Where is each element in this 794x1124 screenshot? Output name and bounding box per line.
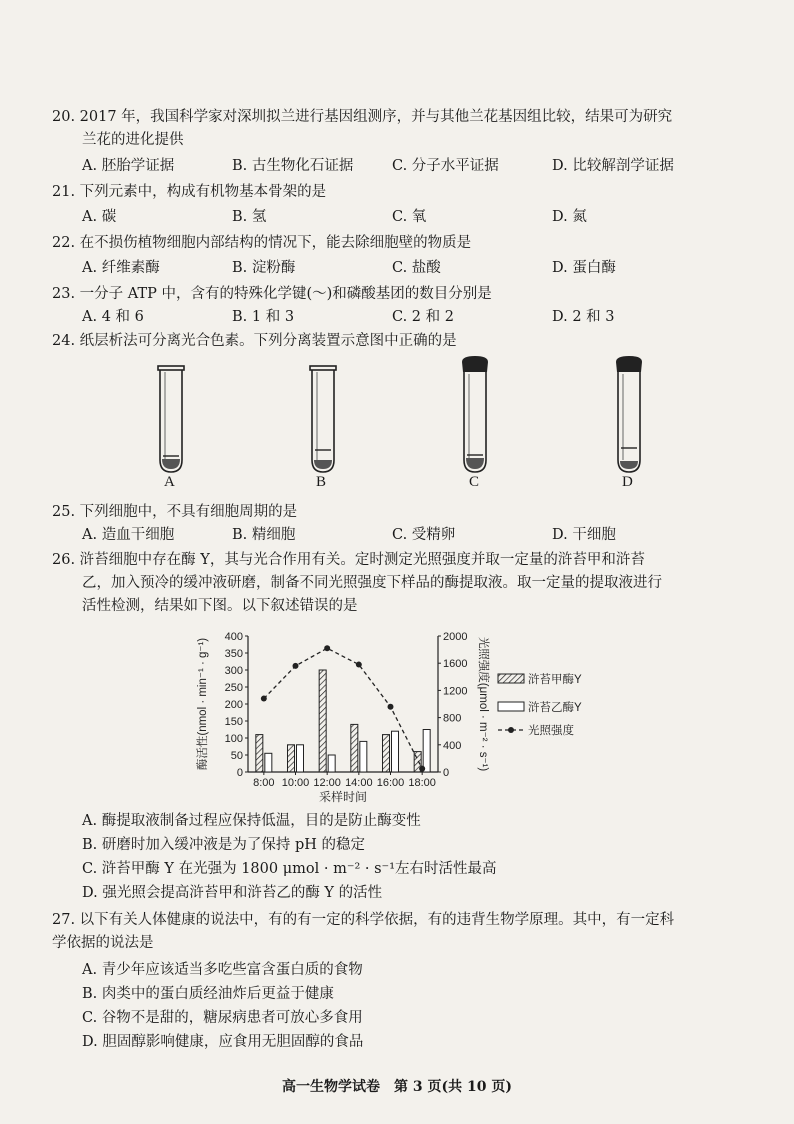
q21-option-c: C. 氧 [392, 209, 427, 225]
q25-option-b: B. 精细胞 [232, 527, 296, 543]
y-axis-label: 酶活性(nmol · min⁻¹ · g⁻¹) [197, 637, 209, 771]
bar-series-a [351, 724, 358, 772]
q27-stem [52, 909, 742, 955]
q26-option-d: D. 强光照会提高浒苔甲和浒苔乙的酶 Y 的活性 [82, 885, 383, 901]
q20-option-a: A. 胚胎学证据 [82, 158, 175, 174]
legend-label-b: 浒苔乙酶Y [528, 702, 582, 714]
q22-options [82, 257, 742, 280]
q26-option-a: A. 酶提取液制备过程应保持低温，目的是防止酶变性 [82, 813, 421, 829]
x-tick-label: 14:00 [345, 777, 373, 789]
q26-stem-line1: 26. 浒苔细胞中存在酶 Y，其与光合作用有关。定时测定光照强度并取一定量的浒苔甲和浒苔 [52, 552, 645, 568]
legend-swatch-a [498, 674, 524, 683]
tube-diagram [140, 356, 660, 476]
q26-stem-line3: 活性检测，结果如下图。以下叙述错误的是 [82, 598, 358, 614]
q20-options [82, 155, 742, 178]
q26-option-c: C. 浒苔甲酶 Y 在光强为 1800 μmol · m⁻² · s⁻¹左右时活性最高 [82, 861, 497, 877]
q25-options [82, 524, 742, 547]
q26-stem-line2: 乙，加入预冷的缓冲液研磨，制备不同光照强度下样品的酶提取液。取一定量的提取液进行 [82, 575, 662, 591]
q22-option-c: C. 盐酸 [392, 260, 441, 276]
tube-d [616, 356, 642, 472]
page-footer: 高一生物学试卷 第 3 页(共 10 页) [282, 1079, 512, 1095]
q23-stem: 23. 一分子 ATP 中，含有的特殊化学键(～)和磷酸基团的数目分别是 [52, 286, 492, 302]
enzyme-activity-chart [190, 622, 620, 804]
light-intensity-point [293, 663, 299, 669]
bar-series-b [297, 745, 304, 772]
q22-option-d: D. 蛋白酶 [552, 260, 616, 276]
q26-stem [52, 549, 742, 618]
q20-stem [52, 106, 742, 152]
q20-option-b: B. 古生物化石证据 [232, 158, 354, 174]
q21-option-d: D. 氮 [552, 209, 587, 225]
y-tick-label: 300 [224, 665, 243, 677]
y2-tick-label: 2000 [443, 631, 468, 643]
q27-options [82, 958, 742, 1054]
y-tick-label: 350 [224, 648, 243, 660]
legend-label-a: 浒苔甲酶Y [528, 674, 582, 686]
light-intensity-point [261, 696, 267, 702]
q22-option-b: B. 淀粉酶 [232, 260, 296, 276]
light-intensity-point [324, 645, 330, 651]
q20-stem-line2: 兰花的进化提供 [82, 132, 184, 148]
tube-label-a: A [164, 474, 175, 490]
x-tick-label: 18:00 [408, 777, 436, 789]
q27-option-a: A. 青少年应该适当多吃些富含蛋白质的食物 [82, 962, 363, 978]
q21-stem: 21. 下列元素中，构成有机物基本骨架的是 [52, 184, 327, 200]
x-axis-label: 采样时间 [318, 790, 368, 804]
q21-option-b: B. 氢 [232, 209, 267, 225]
y2-tick-label: 1200 [443, 685, 468, 698]
bar-series-b [265, 753, 272, 772]
q22-option-a: A. 纤维素酶 [82, 260, 160, 276]
bar-series-a [383, 735, 390, 772]
bar-series-b [328, 755, 335, 772]
y2-tick-label: 800 [443, 712, 462, 725]
y2-tick-label: 400 [443, 739, 462, 752]
light-intensity-point [419, 766, 425, 772]
q20-option-c: C. 分子水平证据 [392, 158, 499, 174]
q27-option-d: D. 胆固醇影响健康，应食用无胆固醇的食品 [82, 1034, 364, 1050]
q21-options [82, 206, 742, 229]
q27-stem-line2: 学依据的说法是 [52, 935, 154, 951]
bar-series-a [319, 670, 326, 772]
q22-stem: 22. 在不损伤植物细胞内部结构的情况下，能去除细胞壁的物质是 [52, 235, 472, 251]
x-tick-label: 16:00 [376, 777, 405, 789]
y-tick-label: 200 [224, 699, 243, 711]
q25-option-a: A. 造血干细胞 [82, 527, 175, 543]
q20-option-d: D. 比较解剖学证据 [552, 158, 674, 174]
bar-series-a [288, 745, 295, 772]
y-tick-label: 0 [236, 767, 243, 779]
light-intensity-point [356, 662, 362, 668]
q23-option-d: D. 2 和 3 [552, 309, 615, 325]
x-tick-label: 8:00 [253, 777, 275, 789]
q26-options [82, 809, 742, 905]
bar-series-a [256, 735, 263, 772]
y2-axis-label: 光照强度(μmol · m⁻² · s⁻¹) [477, 636, 489, 772]
q23-option-c: C. 2 和 2 [392, 309, 454, 325]
q27-option-b: B. 肉类中的蛋白质经油炸后更益于健康 [82, 986, 334, 1002]
light-intensity-point [388, 704, 394, 710]
tube-label-b: B [316, 474, 327, 490]
q20-stem-line1: 20. 2017 年，我国科学家对深圳拟兰进行基因组测序，并与其他兰花基因组比较，结果可为研究 [52, 109, 673, 125]
y-tick-label: 400 [224, 631, 243, 643]
tube-label-d: D [622, 474, 633, 490]
tube-c [462, 356, 488, 472]
q23-option-b: B. 1 和 3 [232, 309, 295, 325]
y-tick-label: 250 [224, 682, 243, 694]
q24-stem: 24. 纸层析法可分离光合色素。下列分离装置示意图中正确的是 [52, 333, 457, 349]
bar-series-b [423, 730, 430, 773]
x-tick-label: 12:00 [313, 777, 341, 789]
bar-series-b [392, 731, 399, 772]
y-tick-label: 50 [230, 750, 243, 762]
q25-stem: 25. 下列细胞中，不具有细胞周期的是 [52, 504, 298, 520]
q27-option-c: C. 谷物不是甜的，糖尿病患者可放心多食用 [82, 1010, 363, 1026]
q23-options [82, 306, 742, 329]
y-tick-label: 100 [224, 733, 243, 745]
q21-option-a: A. 碳 [82, 209, 117, 225]
tube-b [310, 366, 336, 472]
bar-series-b [360, 741, 367, 772]
y2-tick-label: 0 [443, 767, 450, 779]
x-tick-label: 10:00 [281, 777, 310, 789]
q27-stem-line1: 27. 以下有关人体健康的说法中，有的有一定的科学依据，有的违背生物学原理。其中，有一定科 [52, 912, 675, 928]
q26-option-b: B. 研磨时加入缓冲液是为了保持 pH 的稳定 [82, 837, 366, 853]
tube-a [158, 366, 184, 472]
q25-option-c: C. 受精卵 [392, 527, 456, 543]
legend-swatch-dot [508, 727, 514, 733]
y2-tick-label: 1600 [443, 658, 468, 671]
q23-option-a: A. 4 和 6 [82, 309, 144, 325]
q25-option-d: D. 干细胞 [552, 527, 616, 543]
y-tick-label: 150 [224, 716, 243, 728]
tube-label-c: C [469, 474, 480, 490]
legend-swatch-b [498, 702, 524, 711]
legend-label-line: 光照强度 [528, 725, 574, 737]
